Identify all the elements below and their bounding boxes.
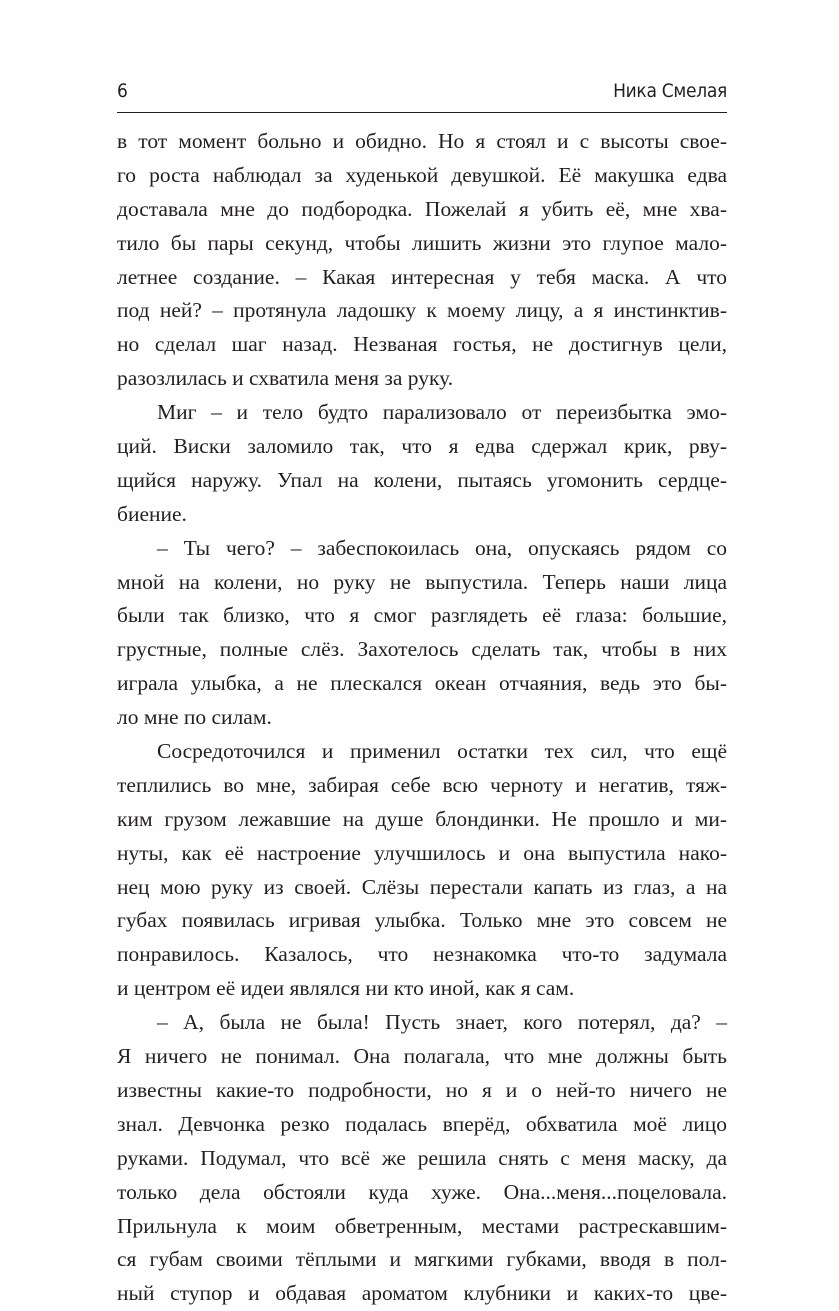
- text-line: ный ступор и обдавая ароматом клубники и каких-то цве-: [117, 1281, 727, 1306]
- text-line: только дела обстояли куда хуже. Она...меня...поцеловала.: [117, 1179, 727, 1204]
- text-line: нец мою руку из своей. Слёзы перестали капать из глаз, а на: [117, 874, 727, 899]
- paragraph: [117, 125, 727, 396]
- text-line: играла улыбка, а не плескался океан отчаяния, ведь это бы-: [117, 671, 727, 696]
- paragraph: [117, 735, 727, 1006]
- text-line: губах появилась игривая улыбка. Только мне это совсем не: [117, 908, 727, 933]
- page-number: 6: [117, 80, 128, 102]
- text-line: в тот момент больно и обидно. Но я стоял и с высоты свое-: [117, 129, 727, 153]
- running-header: [117, 74, 727, 113]
- text-line: Сосредоточился и применил остатки тех сил, что ещё: [157, 739, 727, 764]
- text-line: под ней? – протянула ладошку к моему лицу, а я инстинктив-: [117, 298, 727, 323]
- page-body-text: [117, 125, 727, 1311]
- text-line: биение.: [117, 501, 187, 526]
- text-line: мной на колени, но руку не выпустила. Теперь наши лица: [117, 569, 727, 594]
- text-line: Миг – и тело будто парализовало от переизбытка эмо-: [157, 400, 727, 425]
- text-line: ло мне по силам.: [117, 705, 272, 730]
- paragraph: [117, 532, 727, 735]
- text-line: Прильнула к моим обветренным, местами растрескавшим-: [117, 1213, 727, 1238]
- text-line: тило бы пары секунд, чтобы лишить жизни это глупое мало-: [117, 230, 727, 255]
- paragraph: [117, 1006, 727, 1311]
- text-line: го роста наблюдал за худенькой девушкой. Её макушка едва: [117, 162, 727, 187]
- author-name: Ника Смелая: [613, 80, 727, 102]
- text-line: летнее создание. – Какая интересная у тебя маска. А что: [117, 264, 727, 289]
- text-line: ций. Виски заломило так, что я едва сдержал крик, рву-: [117, 434, 727, 459]
- text-line: теплились во мне, забирая себе всю черноту и негатив, тяж-: [117, 772, 727, 797]
- text-line: но сделал шаг назад. Незваная гостья, не достигнув цели,: [117, 332, 727, 357]
- text-line: руками. Подумал, что всё же решила снять с меня маску, да: [117, 1145, 727, 1170]
- text-line: – Ты чего? – забеспокоилась она, опускаясь рядом со: [157, 535, 727, 560]
- text-line: и центром её идеи являлся ни кто иной, как я сам.: [117, 976, 575, 1001]
- text-line: ким грузом лежавшие на душе блондинки. Не прошло и ми-: [117, 806, 727, 831]
- text-line: щийся наружу. Упал на колени, пытаясь угомонить сердце-: [117, 467, 727, 492]
- text-line: знал. Девчонка резко подалась вперёд, обхватила моё лицо: [117, 1111, 727, 1136]
- text-line: известны какие-то подробности, но я и о ней-то ничего не: [117, 1077, 727, 1102]
- text-line: нуты, как её настроение улучшилось и она выпустила нако-: [117, 840, 727, 865]
- text-line: Я ничего не понимал. Она полагала, что мне должны быть: [117, 1044, 727, 1069]
- text-line: были так близко, что я смог разглядеть её глаза: большие,: [117, 603, 727, 628]
- text-line: грустные, полные слёз. Захотелось сделать так, чтобы в них: [117, 637, 727, 662]
- text-line: разозлилась и схватила меня за руку.: [117, 366, 454, 391]
- text-line: – А, была не была! Пусть знает, кого потерял, да? –: [157, 1010, 727, 1035]
- text-line: понравилось. Казалось, что незнакомка что-то задумала: [117, 942, 727, 967]
- paragraph: [117, 396, 727, 532]
- text-line: доставала мне до подбородка. Пожелай я убить её, мне хва-: [117, 196, 727, 221]
- text-line: ся губам своими тёплыми и мягкими губками, вводя в пол-: [117, 1247, 727, 1272]
